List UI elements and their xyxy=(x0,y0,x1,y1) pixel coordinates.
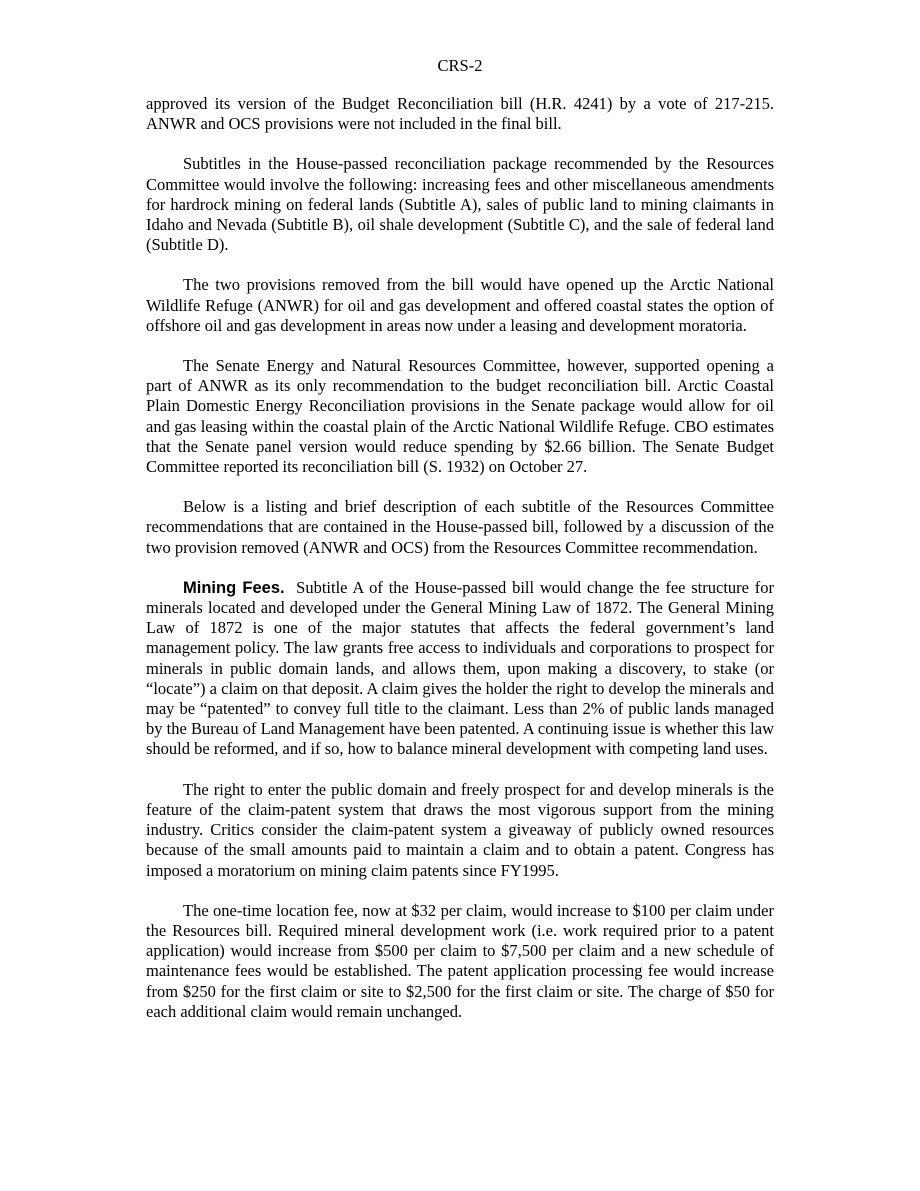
paragraph-senate-committee: The Senate Energy and Natural Resources Committee, however, supported opening a part of ANWR as its only recommendation to the budget reconciliation bill. Arctic Coastal Plain Domestic Energy Reconciliation provisions in the Senate package would allow for oil and gas leasing within the coastal plain of the Arctic National Wildlife Refuge. CBO estimates that the Senate panel version would reduce spending by $2.66 billion. The Senate Budget Committee reported its reconciliation bill (S. 1932) on October 27. xyxy=(146,356,774,477)
paragraph-claim-patent-system: The right to enter the public domain and freely prospect for and develop minerals is the feature of the claim-patent system that draws the most vigorous support from the mining industry. Critics consider the claim-patent system a giveaway of publicly owned resources because of the small amounts paid to maintain a claim and to obtain a patent. Congress has imposed a moratorium on mining claim patents since FY1995. xyxy=(146,779,774,880)
document-page xyxy=(146,56,774,1042)
paragraph-removed-provisions: The two provisions removed from the bill would have opened up the Arctic National Wildlife Refuge (ANWR) for oil and gas development and offered coastal states the option of offshore oil and gas development in areas now under a leasing and development moratoria. xyxy=(146,275,774,335)
section-heading-mining-fees: Mining Fees. xyxy=(183,578,285,597)
paragraph-listing-intro: Below is a listing and brief description of each subtitle of the Resources Committee recommendations that are contained in the House-passed bill, followed by a discussion of the two provision removed (ANWR and OCS) from the Resources Committee recommendation. xyxy=(146,497,774,557)
mining-fees-body: Subtitle A of the House-passed bill would change the fee structure for minerals located and developed under the General Mining Law of 1872. The General Mining Law of 1872 is one of the major statutes that affects the federal government’s land management policy. The law grants free access to individuals and corporations to prospect for minerals in public domain lands, and allows them, upon making a discovery, to stake (or “locate”) a claim on that deposit. A claim gives the holder the right to develop the minerals and may be “patented” to convey full title to the claimant. Less than 2% of public lands managed by the Bureau of Land Management have been patented. A continuing issue is whether this law should be reformed, and if so, how to balance mineral development with competing land uses. xyxy=(146,577,775,759)
paragraph-subtitles: Subtitles in the House-passed reconciliation package recommended by the Resources Committee would involve the following: increasing fees and other miscellaneous amendments for hardrock mining on federal lands (Subtitle A), sales of public land to mining claimants in Idaho and Nevada (Subtitle B), oil shale development (Subtitle C), and the sale of federal land (Subtitle D). xyxy=(146,154,774,255)
paragraph-mining-fees xyxy=(146,578,774,760)
paragraph-budget-vote: approved its version of the Budget Reconciliation bill (H.R. 4241) by a vote of 217-215. ANWR and OCS provisions were not included in the final bill. xyxy=(146,94,774,134)
paragraph-location-fee: The one-time location fee, now at $32 per claim, would increase to $100 per claim under the Resources bill. Required mineral development work (i.e. work required prior to a patent application) would increase from $500 per claim to $7,500 per claim and a new schedule of maintenance fees would be established. The patent application processing fee would increase from $250 for the first claim or site to $2,500 for the first claim or site. The charge of $50 for each additional claim would remain unchanged. xyxy=(146,900,774,1021)
page-header: CRS-2 xyxy=(437,56,483,75)
